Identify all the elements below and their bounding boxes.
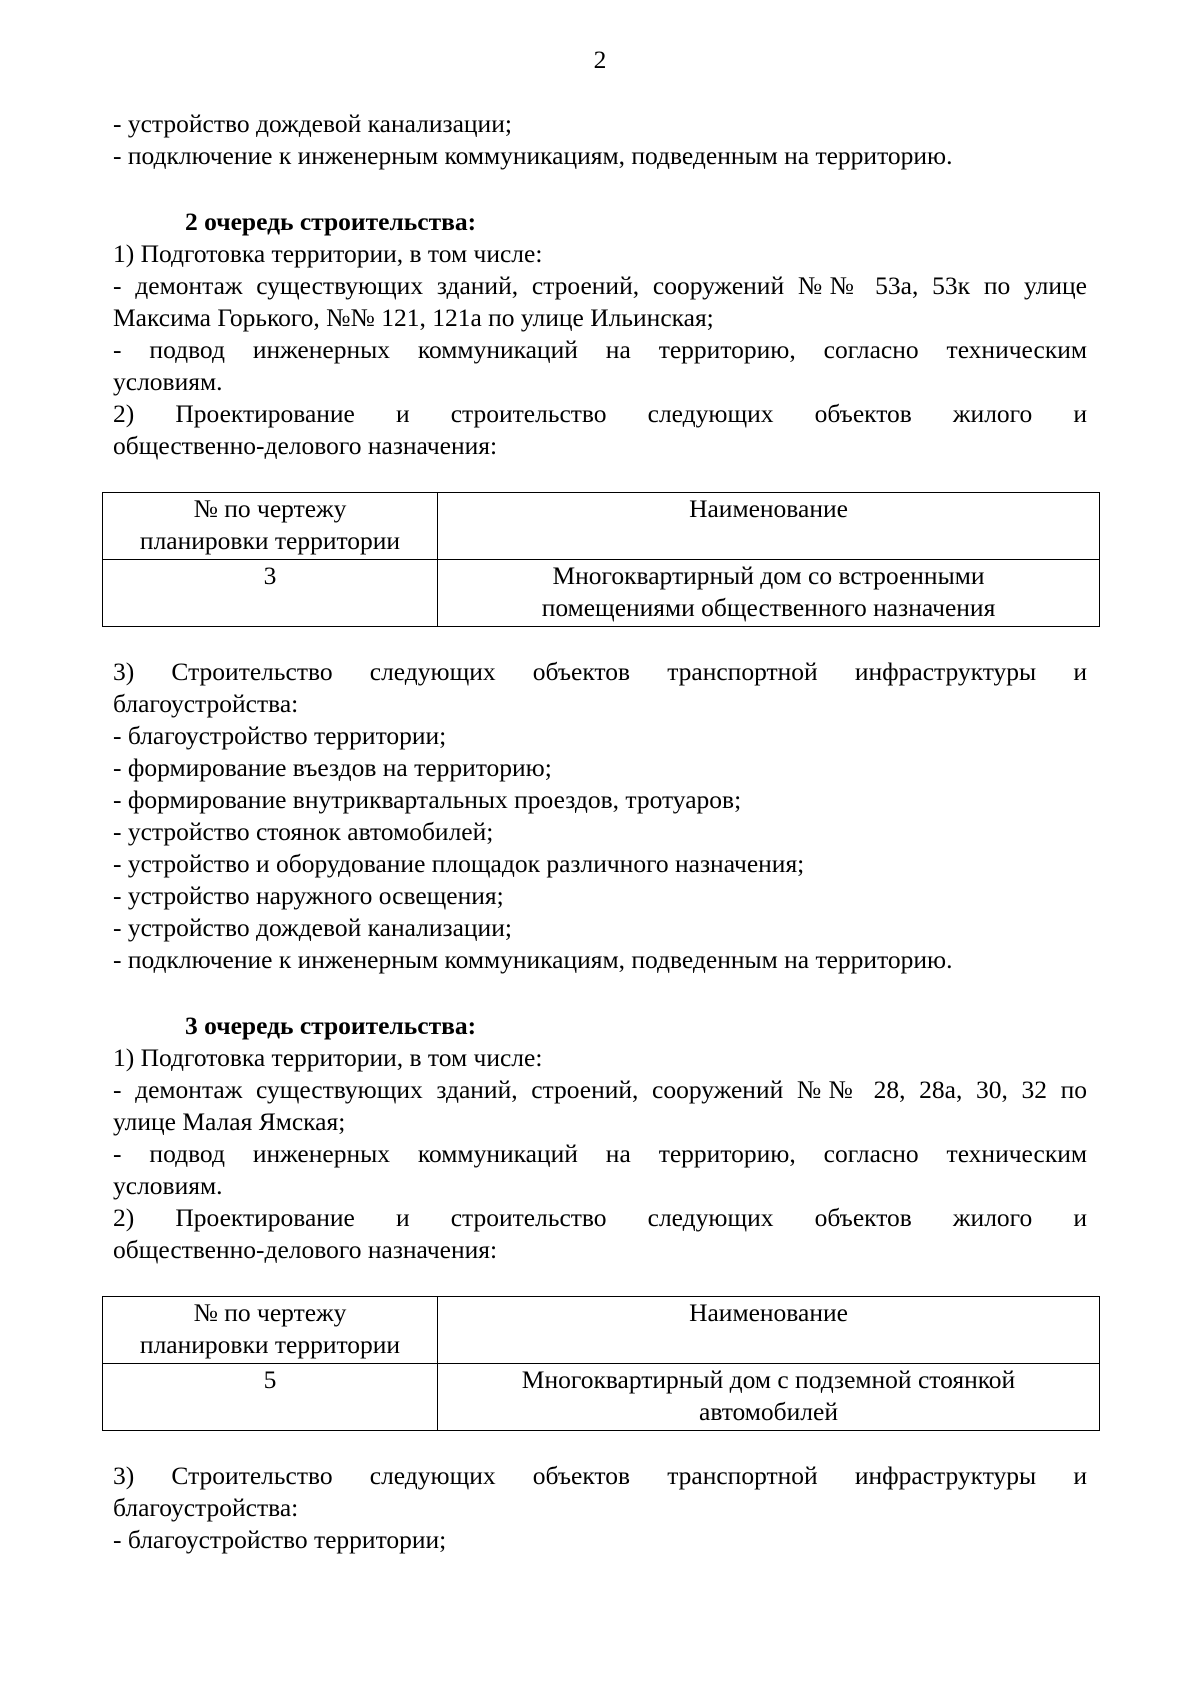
- intro-item: - подключение к инженерным коммуникациям, подведенным на территорию.: [113, 141, 953, 170]
- list-item: - подключение к инженерным коммуникациям, подведенным на территорию.: [113, 945, 953, 974]
- stage2-objects-table: [102, 492, 1100, 627]
- stage2-demolition-cont: Максима Горького, №№ 121, 121а по улице Ильинская;: [113, 303, 714, 332]
- stage2-design: 2) Проектирование и строительство следующих объектов жилого и: [113, 399, 1087, 428]
- intro-item: - устройство дождевой канализации;: [113, 109, 512, 138]
- stage3-transport: 3) Строительство следующих объектов транспортной инфраструктуры и: [113, 1461, 1087, 1490]
- table-header-number: № по чертежу планировки территории: [103, 493, 438, 560]
- stage3-title: 3 очередь строительства:: [185, 1011, 477, 1040]
- table-header-name: Наименование: [438, 1297, 1100, 1364]
- table-header-number: № по чертежу планировки территории: [103, 1297, 438, 1364]
- stage2-prep: 1) Подготовка территории, в том числе:: [113, 239, 543, 268]
- list-item: - устройство дождевой канализации;: [113, 913, 512, 942]
- stage2-utilities-cont: условиям.: [113, 367, 223, 396]
- stage2-title: 2 очередь строительства:: [185, 207, 477, 236]
- table-header-name: Наименование: [438, 493, 1100, 560]
- stage3-demolition-cont: улице Малая Ямская;: [113, 1107, 346, 1136]
- stage3-objects-table: [102, 1296, 1100, 1431]
- page-number: 2: [593, 45, 607, 74]
- list-item: - формирование внутриквартальных проездов, тротуаров;: [113, 785, 742, 814]
- stage3-prep: 1) Подготовка территории, в том числе:: [113, 1043, 543, 1072]
- list-item: - устройство стоянок автомобилей;: [113, 817, 494, 846]
- stage3-utilities: - подвод инженерных коммуникаций на территорию, согласно техническим: [113, 1139, 1087, 1168]
- list-item: - устройство и оборудование площадок различного назначения;: [113, 849, 805, 878]
- table-header-row: [103, 1297, 1100, 1364]
- stage2-transport-cont: благоустройства:: [113, 689, 299, 718]
- stage3-transport-cont: благоустройства:: [113, 1493, 299, 1522]
- list-item: - устройство наружного освещения;: [113, 881, 504, 910]
- stage2-demolition: - демонтаж существующих зданий, строений, сооружений №№ 53а, 53к по улице: [113, 271, 1087, 300]
- stage2-design-cont: общественно-делового назначения:: [113, 431, 498, 460]
- table-cell-number: 5: [103, 1364, 438, 1431]
- stage3-utilities-cont: условиям.: [113, 1171, 223, 1200]
- table-cell-number: 3: [103, 560, 438, 627]
- list-item: - благоустройство территории;: [113, 721, 447, 750]
- stage2-utilities: - подвод инженерных коммуникаций на территорию, согласно техническим: [113, 335, 1087, 364]
- table-row: [103, 1364, 1100, 1431]
- stage3-design: 2) Проектирование и строительство следующих объектов жилого и: [113, 1203, 1087, 1232]
- list-item: - формирование въездов на территорию;: [113, 753, 552, 782]
- table-cell-name: Многоквартирный дом со встроенными помещениями общественного назначения: [438, 560, 1100, 627]
- table-row: [103, 560, 1100, 627]
- stage2-transport: 3) Строительство следующих объектов транспортной инфраструктуры и: [113, 657, 1087, 686]
- stage3-design-cont: общественно-делового назначения:: [113, 1235, 498, 1264]
- list-item: - благоустройство территории;: [113, 1525, 447, 1554]
- table-header-row: [103, 493, 1100, 560]
- stage3-demolition: - демонтаж существующих зданий, строений, сооружений №№ 28, 28а, 30, 32 по: [113, 1075, 1087, 1104]
- table-cell-name: Многоквартирный дом с подземной стоянкой автомобилей: [438, 1364, 1100, 1431]
